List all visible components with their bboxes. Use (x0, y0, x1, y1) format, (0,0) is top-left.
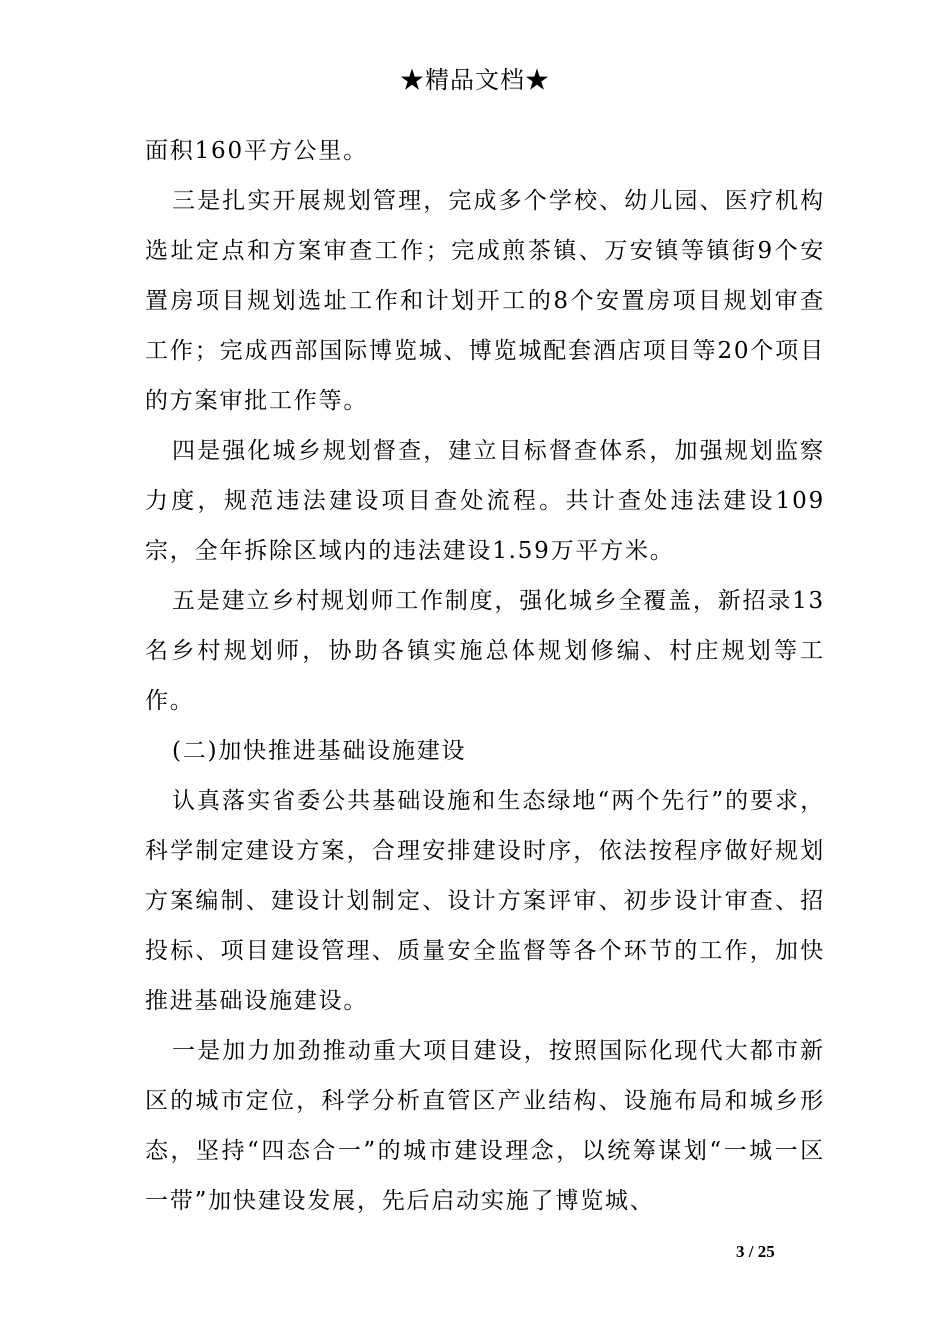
paragraph: 四是强化城乡规划督查，建立目标督查体系，加强规划监察力度，规范违法建设项目查处流程。共计查处违法建设109宗，全年拆除区域内的违法建设1.59万平方米。 (145, 438, 825, 564)
paragraph: 面积160平方公里。 (145, 138, 368, 164)
paragraph: 认真落实省委公共基础设施和生态绿地“两个先行”的要求，科学制定建设方案，合理安排建设时序，依法按程序做好规划方案编制、建设计划制定、设计方案评审、初步设计审查、招投标、项目建设管理、质量安全监督等各个环节的工作，加快推进基础设施建设。 (145, 788, 825, 1014)
document-body (145, 126, 825, 1226)
document-header: ★精品文档★ (400, 66, 550, 94)
paragraph: 五是建立乡村规划师工作制度，强化城乡全覆盖，新招录13名乡村规划师，协助各镇实施总体规划修编、村庄规划等工作。 (145, 588, 825, 714)
paragraph: 三是扎实开展规划管理，完成多个学校、幼儿园、医疗机构选址定点和方案审查工作；完成煎茶镇、万安镇等镇街9个安置房项目规划选址工作和计划开工的8个安置房项目规划审查工作；完成西部国际博览城、博览城配套酒店项目等20个项目的方案审批工作等。 (145, 188, 825, 414)
section-heading: (二)加快推进基础设施建设 (172, 738, 467, 764)
page-number: 3 / 25 (736, 1242, 775, 1261)
paragraph: 一是加力加劲推动重大项目建设，按照国际化现代大都市新区的城市定位，科学分析直管区产业结构、设施布局和城乡形态，坚持“四态合一”的城市建设理念，以统筹谋划“一城一区一带”加快建设发展，先后启动实施了博览城、 (145, 1038, 825, 1214)
